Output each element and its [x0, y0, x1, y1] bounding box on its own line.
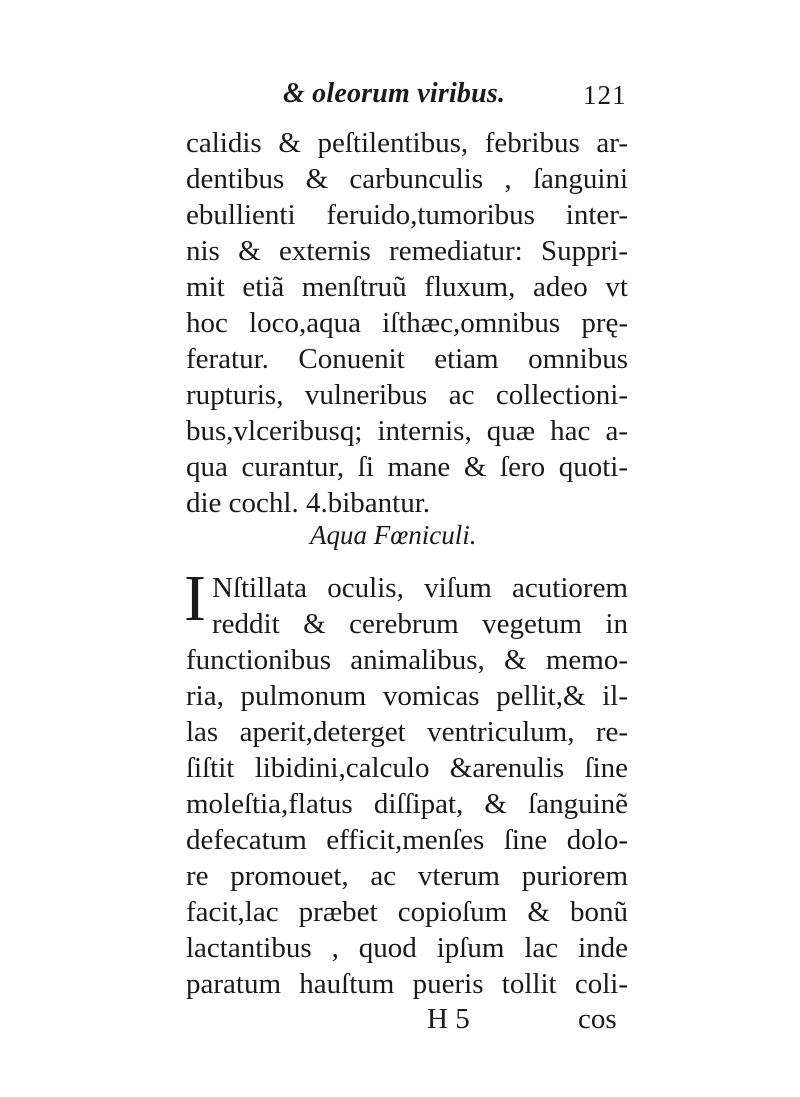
section-heading: Aqua Fœniculi. — [310, 520, 477, 550]
text-line: calidis & peſtilentibus, febribus ar- — [186, 127, 628, 159]
text-line: Nſtillata oculis, viſum acutiorem — [212, 572, 628, 604]
text-line: feratur. Conuenit etiam omnibus — [186, 343, 628, 375]
text-line: mit etiã menſtruũ fluxum, adeo vt — [186, 271, 628, 303]
page-number: 121 — [583, 80, 627, 110]
text-line: bus,vlceribusq; internis, quæ hac a- — [186, 415, 628, 447]
text-line: paratum hauſtum pueris tollit coli- — [186, 968, 628, 1000]
signature-mark: H 5 — [427, 1003, 470, 1035]
text-line: ebullienti feruido,tumoribus inter- — [186, 199, 628, 231]
text-line: qua curantur, ſi mane & ſero quoti- — [186, 451, 628, 483]
drop-cap: I — [184, 562, 206, 635]
text-line: reddit & cerebrum vegetum in — [212, 608, 628, 640]
text-line: rupturis, vulneribus ac collectioni- — [186, 379, 628, 411]
running-title: & oleorum viribus. — [283, 78, 506, 109]
text-line: nis & externis remediatur: Suppri- — [186, 235, 628, 267]
catchword: cos — [578, 1003, 617, 1035]
text-line: re promouet, ac vterum puriorem — [186, 860, 628, 892]
text-line: dentibus & carbunculis , ſanguini — [186, 163, 628, 195]
text-line: facit,lac præbet copioſum & bonũ — [186, 896, 628, 928]
text-line: ria, pulmonum vomicas pellit,& il- — [186, 680, 628, 712]
text-line: defecatum efficit,menſes ſine dolo- — [186, 824, 628, 856]
text-line: hoc loco,aqua iſthæc,omnibus prę- — [186, 307, 628, 339]
text-line: ſiſtit libidini,calculo &arenulis ſine — [186, 752, 628, 784]
text-line: functionibus animalibus, & memo- — [186, 644, 628, 676]
text-line: las aperit,deterget ventriculum, re- — [186, 716, 628, 748]
text-line: lactantibus , quod ipſum lac inde — [186, 932, 628, 964]
text-line: moleſtia,flatus diſſipat, & ſanguinẽ — [186, 788, 628, 820]
text-line: die cochl. 4.bibantur. — [186, 487, 431, 519]
